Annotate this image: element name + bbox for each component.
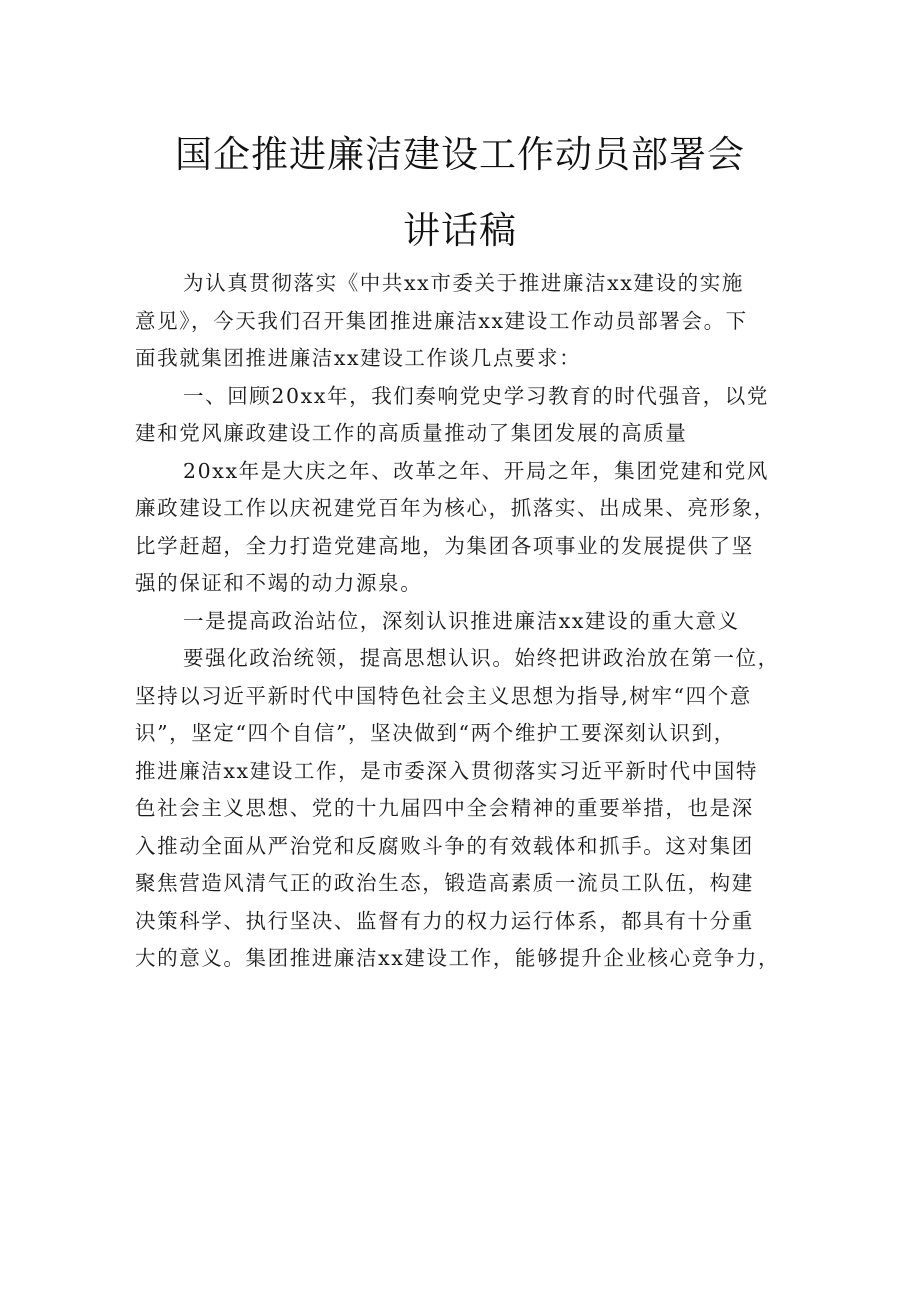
body-text-line: 决策科学、执行坚决、监督有力的权力运行体系，都具有十分重 bbox=[135, 908, 754, 933]
body-text-line: 面我就集团推进廉洁xx建设工作谈几点要求： bbox=[135, 346, 582, 370]
body-text-line: 色社会主义思想、党的十九届四中全会精神的重要举措，也是深 bbox=[135, 796, 754, 820]
body-text-line: 建和党风廉政建设工作的高质量推动了集团发展的高质量 bbox=[135, 421, 688, 445]
body-text-line: 坚持以习近平新时代中国特色社会主义思想为指导,树牢“四个意 bbox=[135, 683, 752, 708]
body-text-line: 识”，坚定“四个自信”，坚决做到“两个维护工要深刻认识到， bbox=[135, 721, 736, 745]
body-text-line: 比学赶超，全力打造党建高地，为集团各项事业的发展提供了坚 bbox=[135, 533, 754, 558]
body-text-line: 强的保证和不竭的动力源泉。 bbox=[135, 571, 423, 595]
body-text-line: 要强化政治统领，提高思想认识。始终把讲政治放在第一位， bbox=[183, 646, 780, 670]
body-text-line: 一、回顾20xx年，我们奏响党史学习教育的时代强音，以党 bbox=[183, 383, 770, 408]
body-text-line: 聚焦营造风清气正的政治生态，锻造高素质一流员工队伍，构建 bbox=[135, 871, 754, 895]
document-title-line-1: 国企推进廉洁建设工作动员部署会 bbox=[175, 133, 745, 176]
body-text-line: 推进廉洁xx建设工作，是市委深入贯彻落实习近平新时代中国特 bbox=[135, 758, 759, 783]
body-text-line: 廉政建设工作以庆祝建党百年为核心，抓落实、出成果、亮形象， bbox=[135, 496, 776, 520]
body-text-line: 入推动全面从严治党和反腐败斗争的有效载体和抓手。这对集团 bbox=[135, 833, 754, 858]
document-body bbox=[135, 265, 795, 978]
body-text-line: 为认真贯彻落实《中共xx市委关于推进廉洁xx建设的实施 bbox=[183, 271, 744, 295]
body-text-line: 大的意义。集团推进廉洁xx建设工作，能够提升企业核心竞争力， bbox=[135, 946, 781, 970]
body-text-line: 意见》，今天我们召开集团推进廉洁xx建设工作动员部署会。下 bbox=[135, 308, 748, 333]
body-text-line: 一是提高政治站位，深刻认识推进廉洁xx建设的重大意义 bbox=[183, 608, 740, 633]
body-text-line: 20xx年是大庆之年、改革之年、开局之年，集团党建和党风 bbox=[183, 458, 770, 483]
document-title-line-2: 讲话稿 bbox=[403, 209, 517, 252]
